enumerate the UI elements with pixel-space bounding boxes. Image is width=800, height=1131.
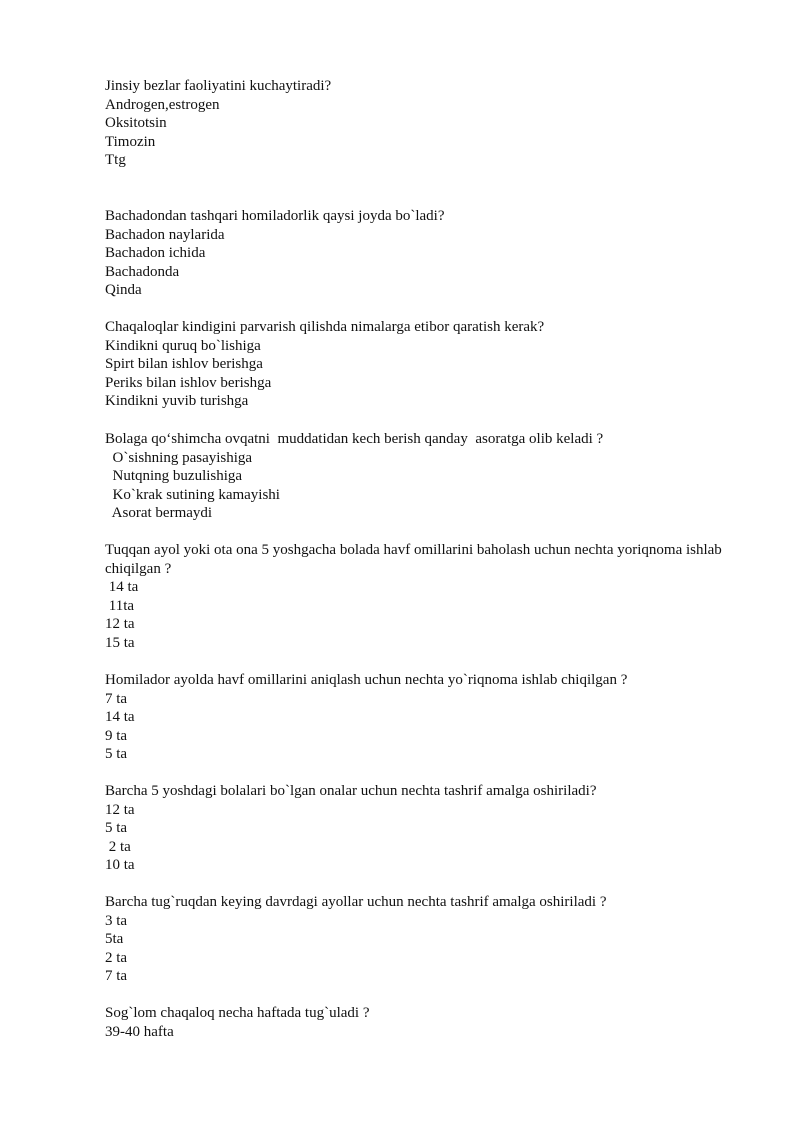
question-text: Sog`lom chaqaloq necha haftada tug`uladi ?: [105, 1005, 370, 1021]
question-block: [105, 782, 735, 875]
question-text: Jinsiy bezlar faoliyatini kuchaytiradi?: [105, 78, 332, 94]
answer-option: 7 ta: [105, 690, 128, 707]
question-block: [105, 1004, 735, 1041]
answer-option: 15 ta: [105, 634, 135, 651]
answer-option: Kindikni yuvib turishga: [105, 393, 249, 410]
answer-option: 11ta: [105, 597, 135, 614]
question-text: Barcha 5 yoshdagi bolalari bo`lgan onalar uchun nechta tashrif amalga oshiriladi?: [105, 783, 597, 799]
question-block: [105, 77, 735, 170]
answer-option: Periks bilan ishlov berishga: [105, 374, 272, 391]
question-block: [105, 541, 730, 653]
answer-option: Bachadonda: [105, 263, 180, 280]
question-text: Bachadondan tashqari homiladorlik qaysi joyda bo`ladi?: [105, 208, 445, 224]
question-text: Tuqqan ayol yoki ota ona 5 yoshgacha bolada havf omillarini baholash uchun nechta yoriqnoma ishlab chiqilgan ?: [105, 542, 726, 577]
answer-option: 12 ta: [105, 801, 135, 818]
answer-option: 10 ta: [105, 857, 135, 874]
answer-option: Ttg: [105, 152, 126, 169]
question-block: [105, 207, 735, 300]
answer-option: 7 ta: [105, 968, 128, 985]
answer-option: 12 ta: [105, 616, 135, 633]
answer-option: 9 ta: [105, 727, 128, 744]
question-block: [105, 318, 735, 411]
answer-option: 2 ta: [105, 949, 128, 966]
answer-option: 14 ta: [105, 709, 135, 726]
question-block: [105, 671, 735, 764]
answer-option: 5 ta: [105, 820, 128, 837]
answer-option: Oksitotsin: [105, 115, 167, 132]
answer-option: Kindikni quruq bo`lishiga: [105, 337, 261, 354]
question-text: Barcha tug`ruqdan keying davrdagi ayollar uchun nechta tashrif amalga oshiriladi ?: [105, 894, 607, 910]
answer-option: 14 ta: [105, 579, 139, 596]
answer-option: Nutqning buzulishiga: [105, 468, 243, 485]
answer-option: 39-40 hafta: [105, 1023, 174, 1040]
answer-option: Asorat bermaydi: [105, 505, 213, 522]
answer-option: O`sishning pasayishiga: [105, 449, 253, 466]
question-text: Bolaga qo‘shimcha ovqatni muddatidan kech berish qanday asoratga olib keladi ?: [105, 431, 604, 447]
answer-option: Qinda: [105, 282, 142, 299]
answer-option: Bachadon ichida: [105, 245, 206, 262]
answer-option: 3 ta: [105, 912, 128, 929]
question-block: [105, 893, 735, 986]
answer-option: Ko`krak sutining kamayishi: [105, 486, 280, 503]
answer-option: 5 ta: [105, 746, 128, 763]
question-block: [105, 430, 735, 523]
answer-option: Androgen,estrogen: [105, 96, 220, 113]
question-text: Homilador ayolda havf omillarini aniqlash uchun nechta yo`riqnoma ishlab chiqilgan ?: [105, 672, 628, 688]
answer-option: Timozin: [105, 133, 156, 150]
answer-option: 5ta: [105, 931, 124, 948]
answer-option: 2 ta: [105, 838, 131, 855]
answer-option: Bachadon naylarida: [105, 226, 225, 243]
question-text: Chaqaloqlar kindigini parvarish qilishda nimalarga etibor qaratish kerak?: [105, 319, 545, 335]
answer-option: Spirt bilan ishlov berishga: [105, 356, 263, 373]
